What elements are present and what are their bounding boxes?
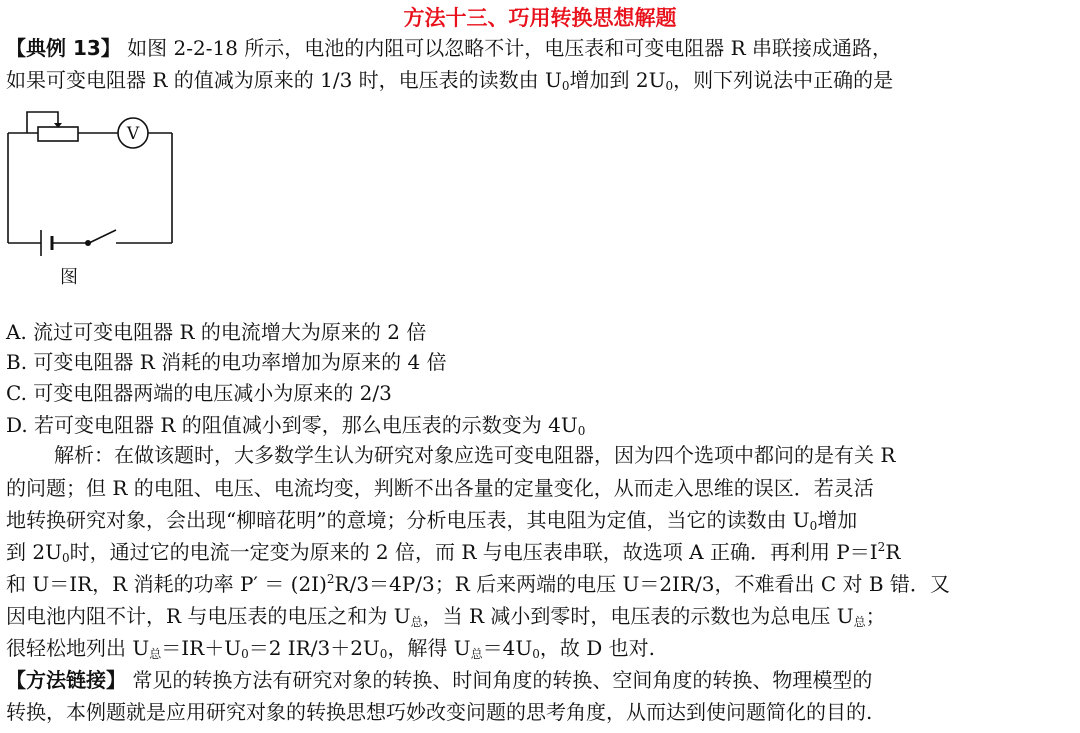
- voltmeter-label: V: [126, 124, 140, 144]
- figure-caption: 图: [60, 267, 78, 288]
- analysis-line-3: 地转换研究对象，会出现“柳暗花明”的意境；分析电压表，其电阻为定值，当它的读数由 $U_0$增加: [6, 508, 858, 533]
- option-a: A. 流过可变电阻器 R 的电流增大为原来的 2 倍: [6, 320, 427, 344]
- analysis-line-2: 的问题；但 R 的电阻、电压、电流均变，判断不出各量的定量变化，从而走入思维的误区．若灵活: [6, 476, 874, 500]
- analysis-line-6: 因电池内阻不计，R 与电压表的电压之和为 $U_总$，当 R 减小到零时，电压表的示数也为总电压 $U_总$；: [6, 604, 886, 629]
- analysis-line-4: 到 $2U_0$时，通过它的电流一定变为原来的 2 倍，而 R 与电压表串联，故选项 A 正确．再利用 $P=I^2R$: [6, 540, 901, 565]
- option-b: B. 可变电阻器 R 消耗的电功率增加为原来的 4 倍: [6, 350, 447, 374]
- analysis-line-5: 和 U＝IR，R 消耗的功率 $P' = (2I)^2R/3=4P/3$；R 后来两端的电压 U＝2IR/3，不难看出 C 对 B 错．又: [6, 572, 950, 596]
- method-line-1: 【方法链接】 常见的转换方法有研究对象的转换、时间角度的转换、空间角度的转换、物理模型的: [6, 668, 873, 692]
- circuit-diagram: [0, 100, 190, 300]
- option-c: C. 可变电阻器两端的电压减小为原来的 2/3: [6, 381, 392, 405]
- example-line-1: 【典例 13】 如图 2-2-18 所示，电池的内阻可以忽略不计，电压表和可变电阻器 R 串联接成通路，: [6, 36, 893, 60]
- switch-pivot: [85, 240, 91, 246]
- analysis-line-7: 很轻松地列出 $U_总=IR+U_0=2$ $IR/3+2U_0$，解得 $U_总=4U_0$，故 D 也对.: [6, 636, 656, 661]
- switch-blade: [89, 230, 116, 243]
- example-tag: 【典例 13】: [6, 36, 121, 60]
- analysis-line-1: 解析：在做该题时，大多数学生认为研究对象应选可变电阻器，因为四个选项中都问的是有关 R: [54, 443, 896, 467]
- example-line-2: 如果可变电阻器 R 的值减为原来的 1/3 时，电压表的读数由 $U_0$增加到 $2U_0$，则下列说法中正确的是: [6, 68, 894, 93]
- rheostat-slider: [27, 112, 58, 133]
- method-tag: 【方法链接】: [6, 668, 126, 692]
- method-line-2: 转换，本例题就是应用研究对象的转换思想巧妙改变问题的思考角度，从而达到使问题简化的目的.: [6, 700, 873, 724]
- rheostat-resistor: [38, 127, 78, 141]
- section-title: 方法十三、巧用转换思想解题: [403, 6, 677, 30]
- option-d: D. 若可变电阻器 R 的阻值减小到零，那么电压表的示数变为 $4U_0$: [6, 413, 586, 438]
